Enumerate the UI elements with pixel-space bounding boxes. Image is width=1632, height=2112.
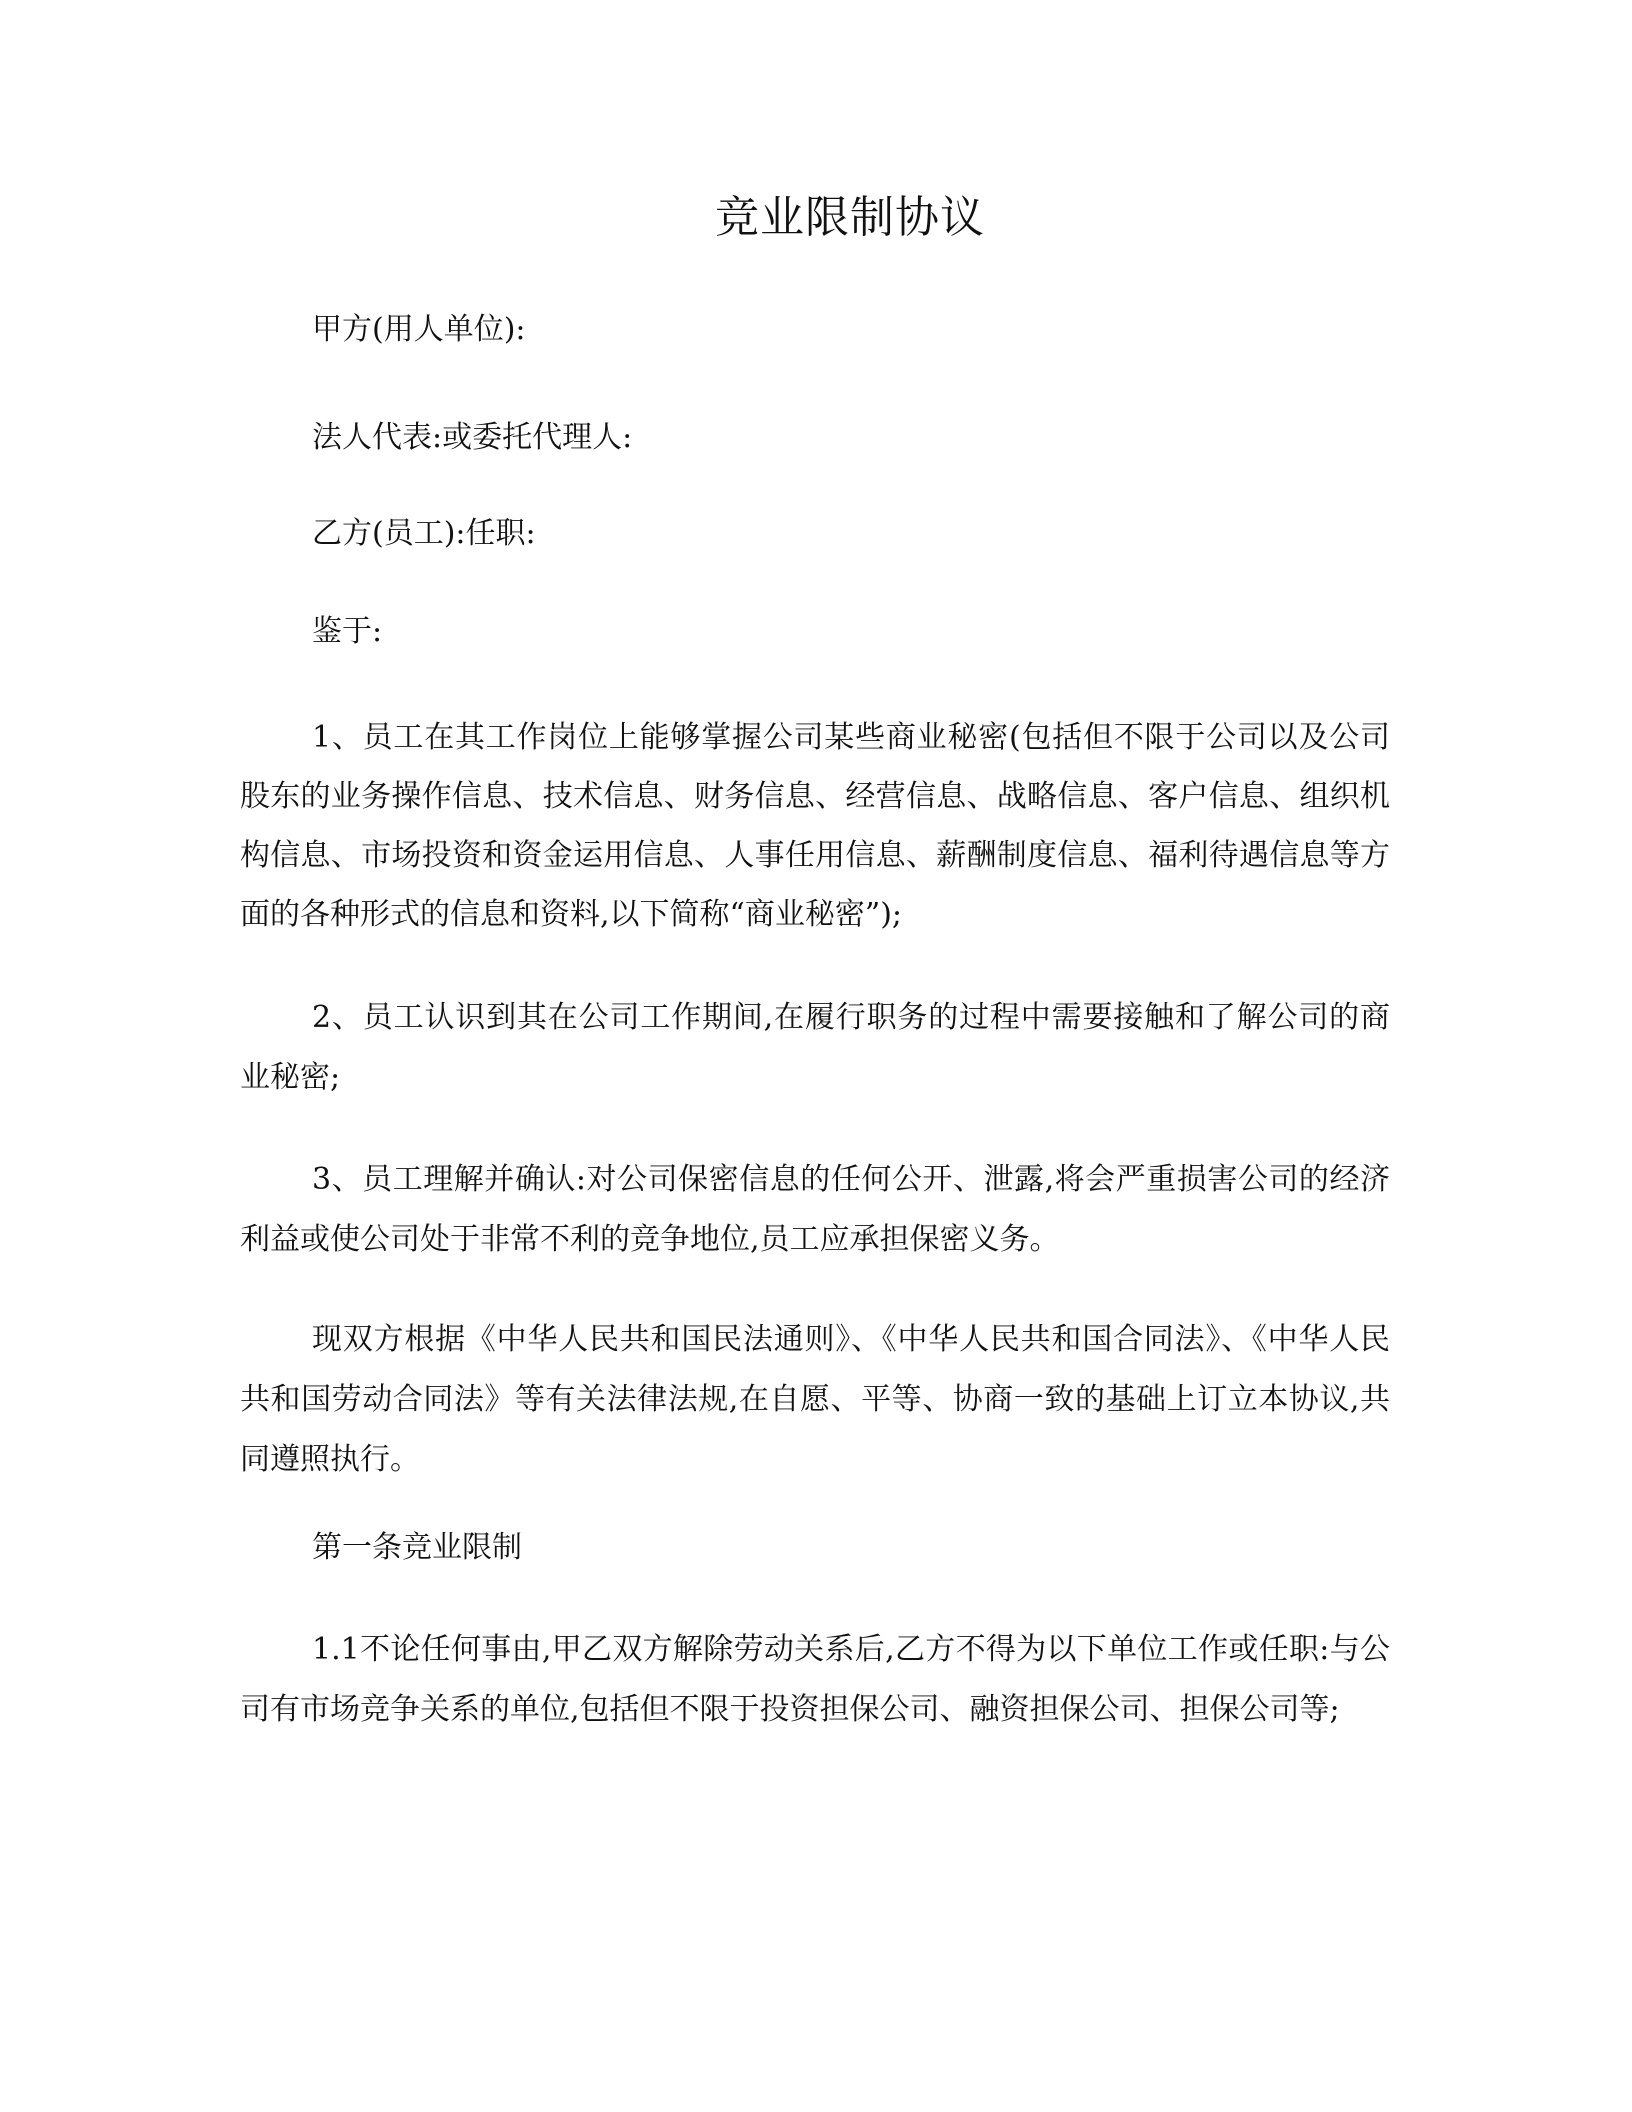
clause-2: 2、员工认识到其在公司工作期间,在履行职务的过程中需要接触和了解公司的商业秘密; [240, 1000, 1390, 1095]
document-title: 竞业限制协议 [715, 192, 985, 243]
clause-1: 1、员工在其工作岗位上能够掌握公司某些商业秘密(包括但不限于公司以及公司股东的业务操作信息、技术信息、财务信息、经营信息、战略信息、客户信息、组织机构信息、市场投资和资金运用信息、人事任用信息、薪酬制度信息、福利待遇信息等方面的各种形式的信息和资料,以下简称“商业秘密”); [240, 720, 1390, 932]
legal-rep-line: 法人代表:或委托代理人: [312, 420, 633, 455]
party-a-line: 甲方(用人单位): [312, 312, 526, 347]
clause-3: 3、员工理解并确认:对公司保密信息的任何公开、泄露,将会严重损害公司的经济利益或使公司处于非常不利的竞争地位,员工应承担保密义务。 [240, 1162, 1390, 1257]
article-1-1: 1.1不论任何事由,甲乙双方解除劳动关系后,乙方不得为以下单位工作或任职:与公司有市场竞争关系的单位,包括但不限于投资担保公司、融资担保公司、担保公司等; [240, 1632, 1390, 1727]
whereas-line: 鉴于: [312, 614, 383, 649]
legal-basis-paragraph: 现双方根据《中华人民共和国民法通则》、《中华人民共和国合同法》、《中华人民共和国劳动合同法》等有关法律法规,在自愿、平等、协商一致的基础上订立本协议,共同遵照执行。 [240, 1322, 1390, 1477]
article-1-heading: 第一条竞业限制 [312, 1530, 522, 1565]
party-b-line: 乙方(员工):任职: [312, 516, 536, 551]
